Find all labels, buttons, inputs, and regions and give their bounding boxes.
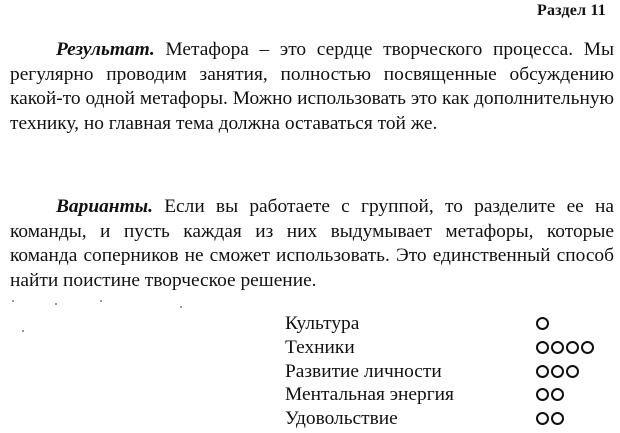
variants-text: Если вы работаете с группой, то разделите ее на команды, и пусть каждая из них выдумывает метафоры, которые команда соперников не сможет использовать. Это единственный способ найти поистине творческое решение. bbox=[10, 196, 614, 291]
scan-speck bbox=[22, 330, 24, 332]
circle-ring-icon bbox=[536, 317, 549, 330]
rating-dots bbox=[536, 317, 549, 330]
circle-ring-icon bbox=[551, 412, 564, 425]
rating-label: Ментальная энергия bbox=[285, 384, 454, 406]
circle-ring-icon bbox=[551, 341, 564, 354]
result-lead: Результат. bbox=[56, 39, 155, 60]
rating-row bbox=[285, 312, 615, 336]
ratings-table bbox=[285, 312, 615, 431]
scan-speck bbox=[12, 300, 14, 302]
circle-ring-icon bbox=[581, 341, 594, 354]
rating-label: Удовольствие bbox=[285, 408, 398, 430]
variants-paragraph bbox=[10, 195, 614, 293]
circle-ring-icon bbox=[551, 365, 564, 378]
scan-speck bbox=[180, 306, 182, 308]
rating-label: Культура bbox=[285, 313, 360, 334]
rating-dots bbox=[536, 412, 564, 425]
circle-ring-icon bbox=[536, 365, 549, 378]
circle-ring-icon bbox=[566, 341, 579, 354]
result-text: Метафора – это сердце творческого процесса. Мы регулярно проводим занятия, полностью посвященные обсуждению какой-то одной метафоры. Можно использовать это как дополнительную технику, но главная тема должна оставаться той же. bbox=[10, 39, 614, 134]
circle-ring-icon bbox=[566, 365, 579, 378]
rating-dots bbox=[536, 341, 594, 354]
rating-row bbox=[285, 407, 615, 431]
circle-ring-icon bbox=[536, 388, 549, 401]
circle-ring-icon bbox=[536, 412, 549, 425]
rating-dots bbox=[536, 365, 579, 378]
rating-label: Развитие личности bbox=[285, 360, 442, 382]
variants-lead: Варианты. bbox=[56, 196, 153, 217]
rating-row bbox=[285, 360, 615, 384]
rating-dots bbox=[536, 388, 564, 401]
circle-ring-icon bbox=[536, 341, 549, 354]
result-paragraph bbox=[10, 38, 614, 136]
rating-row bbox=[285, 336, 615, 360]
rating-label: Техники bbox=[285, 336, 355, 358]
rating-row bbox=[285, 383, 615, 407]
scan-speck bbox=[55, 303, 57, 305]
circle-ring-icon bbox=[551, 388, 564, 401]
scan-speck bbox=[100, 300, 102, 302]
section-header: Раздел 11 bbox=[536, 2, 606, 19]
